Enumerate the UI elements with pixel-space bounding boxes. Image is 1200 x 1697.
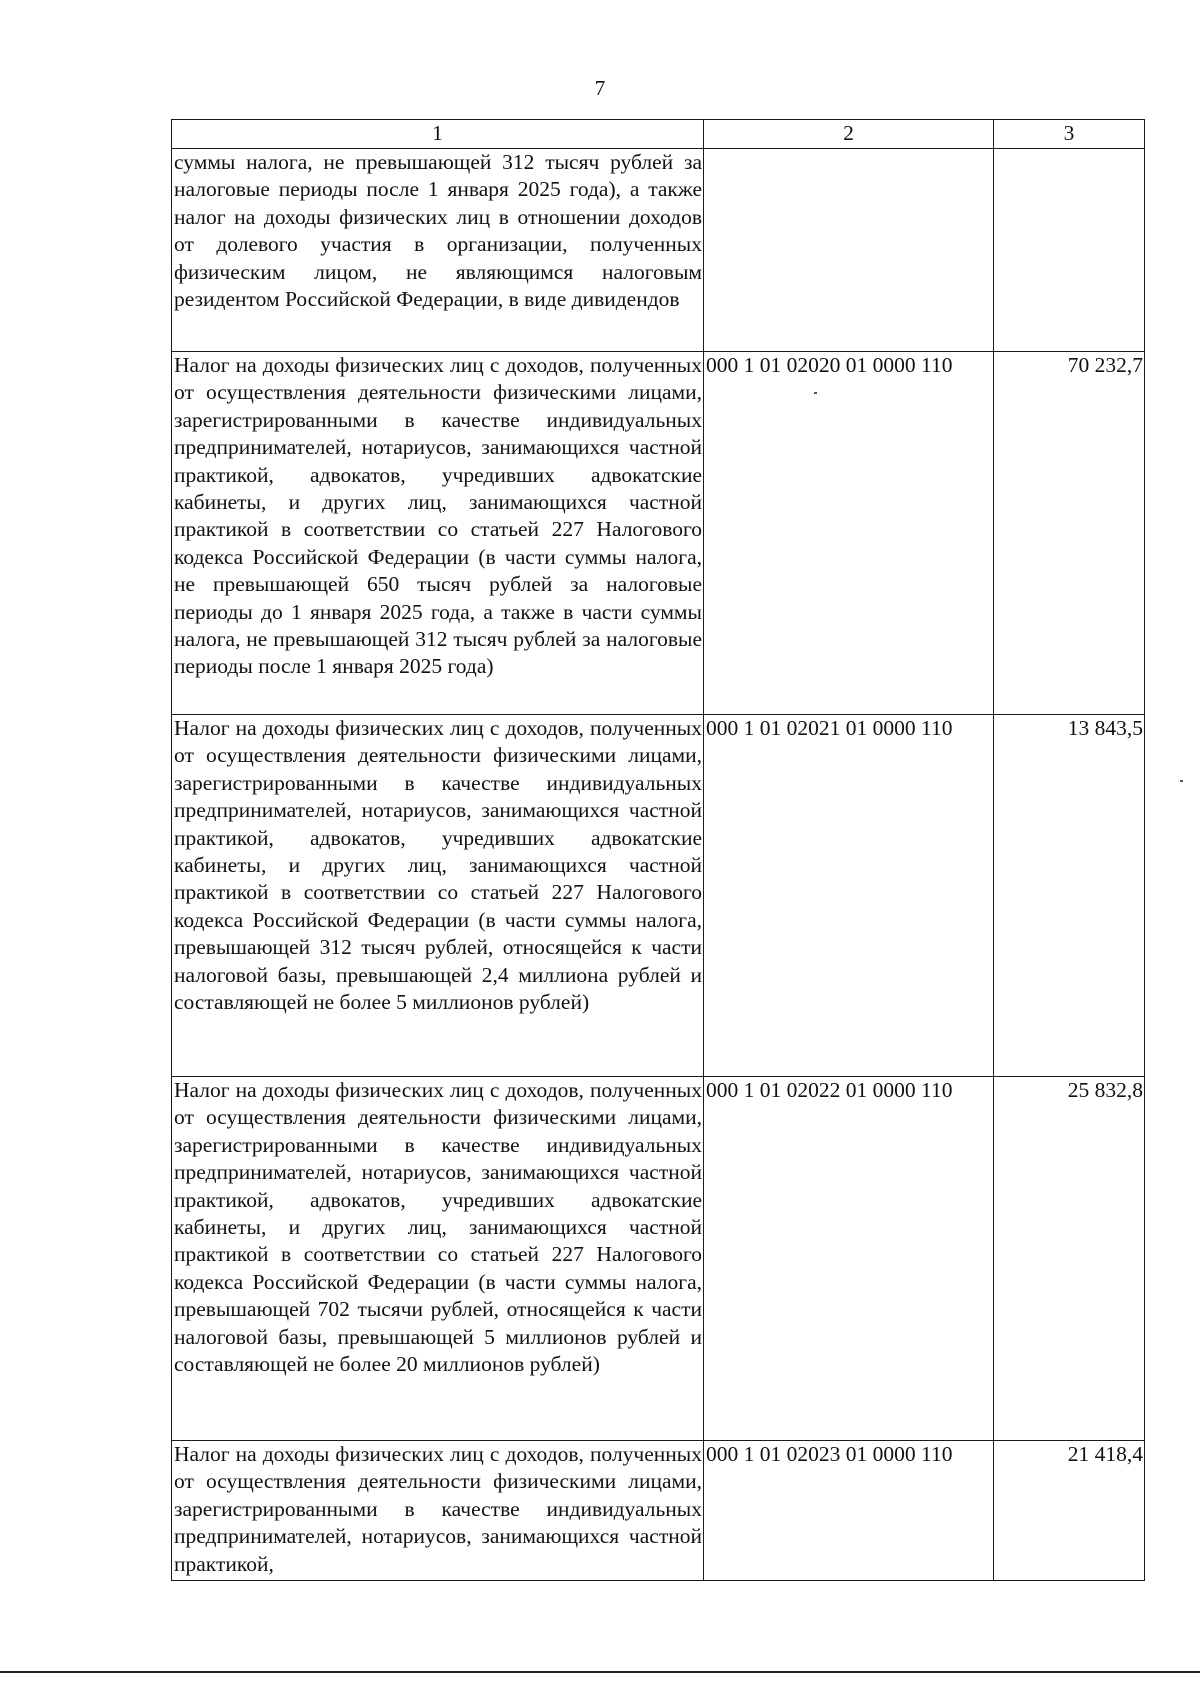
- row-amount: [994, 149, 1145, 352]
- table-header-row: [172, 120, 1145, 149]
- row-amount: 13 843,5: [994, 715, 1145, 1077]
- column-header-1: 1: [172, 120, 704, 149]
- column-header-3: 3: [994, 120, 1145, 149]
- row-description: суммы налога, не превышающей 312 тысяч рублей за налоговые периоды после 1 января 2025 года), а также налог на доходы физических лиц в отношении доходов от долевого участия в организации, полученных физическим лицом, не являющимся налоговым резидентом Российской Федерации, в виде дивидендов: [172, 149, 704, 352]
- footer-rule: [0, 1671, 1200, 1673]
- row-budget-code: 000 1 01 02023 01 0000 110: [704, 1441, 994, 1581]
- row-amount: 25 832,8: [994, 1077, 1145, 1441]
- row-amount: 21 418,4: [994, 1441, 1145, 1581]
- row-description: Налог на доходы физических лиц с доходов, полученных от осуществления деятельности физическими лицами, зарегистрированными в качестве индивидуальных предпринимателей, нотариусов, занимающихся частной практикой, адвокатов, учредивших адвокатские кабинеты, и других лиц, занимающихся частной практикой в соответствии со статьей 227 Налогового кодекса Российской Федерации (в части суммы налога, превышающей 312 тысяч рублей, относящейся к части налоговой базы, превышающей 2,4 миллиона рублей и составляющей не более 5 миллионов рублей): [172, 715, 704, 1077]
- page-number: 7: [594, 76, 606, 100]
- row-description: Налог на доходы физических лиц с доходов, полученных от осуществления деятельности физическими лицами, зарегистрированными в качестве индивидуальных предпринимателей, нотариусов, занимающихся частной практикой,: [172, 1441, 704, 1581]
- row-description: Налог на доходы физических лиц с доходов, полученных от осуществления деятельности физическими лицами, зарегистрированными в качестве индивидуальных предпринимателей, нотариусов, занимающихся частной практикой, адвокатов, учредивших адвокатские кабинеты, и других лиц, занимающихся частной практикой в соответствии со статьей 227 Налогового кодекса Российской Федерации (в части суммы налога, не превышающей 650 тысяч рублей за налоговые периоды до 1 января 2025 года, а также в части суммы налога, не превышающей 312 тысяч рублей за налоговые периоды после 1 января 2025 года): [172, 352, 704, 715]
- table-row: [172, 1441, 1145, 1581]
- scan-speck: [1180, 780, 1183, 782]
- table-row: [172, 1077, 1145, 1441]
- row-budget-code: 000 1 01 02021 01 0000 110: [704, 715, 994, 1077]
- table-row: [172, 352, 1145, 715]
- table-row: [172, 149, 1145, 352]
- row-amount: 70 232,7: [994, 352, 1145, 715]
- column-header-2: 2: [704, 120, 994, 149]
- revenue-table: [171, 119, 1145, 1581]
- row-description: Налог на доходы физических лиц с доходов, полученных от осуществления деятельности физическими лицами, зарегистрированными в качестве индивидуальных предпринимателей, нотариусов, занимающихся частной практикой, адвокатов, учредивших адвокатские кабинеты, и других лиц, занимающихся частной практикой в соответствии со статьей 227 Налогового кодекса Российской Федерации (в части суммы налога, превышающей 702 тысячи рублей, относящейся к части налоговой базы, превышающей 5 миллионов рублей и составляющей не более 20 миллионов рублей): [172, 1077, 704, 1441]
- scan-speck: [814, 392, 817, 394]
- row-budget-code: 000 1 01 02020 01 0000 110: [704, 352, 994, 715]
- row-budget-code: [704, 149, 994, 352]
- table-row: [172, 715, 1145, 1077]
- row-budget-code: 000 1 01 02022 01 0000 110: [704, 1077, 994, 1441]
